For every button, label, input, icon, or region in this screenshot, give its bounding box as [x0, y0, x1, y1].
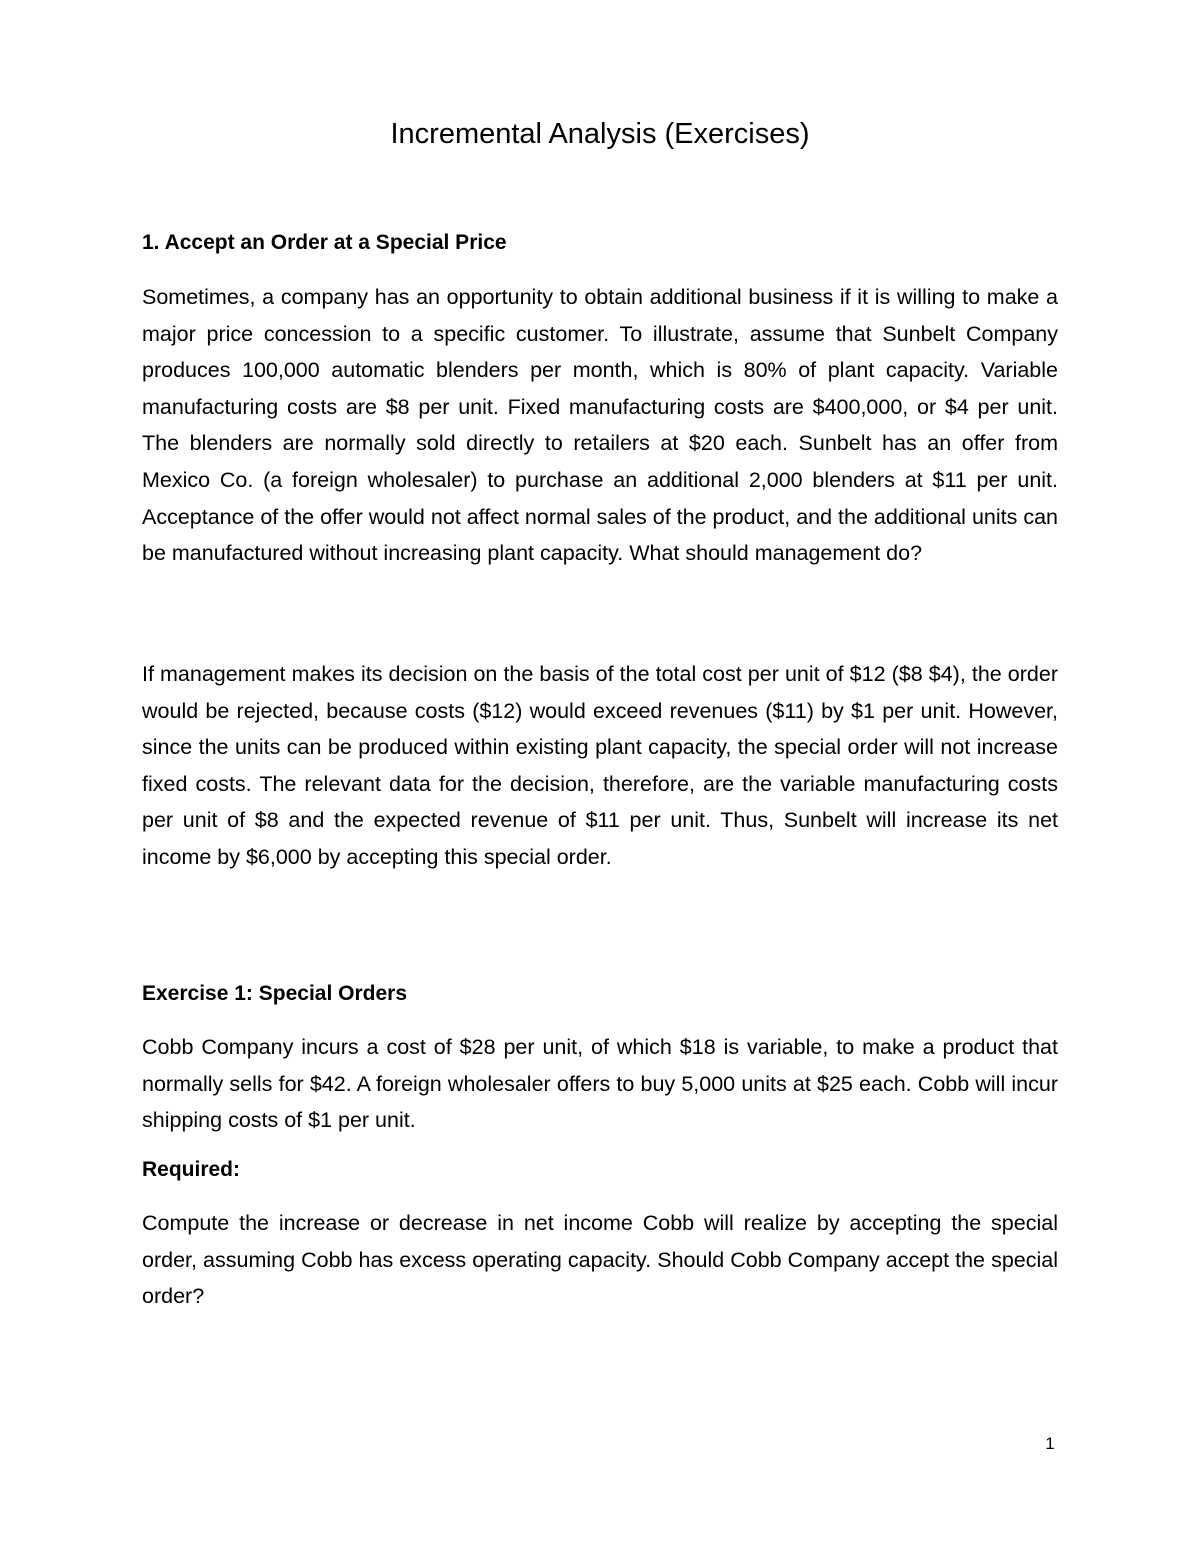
- section-heading-special-price: 1. Accept an Order at a Special Price: [142, 231, 507, 254]
- page-number: 1: [1045, 1434, 1055, 1453]
- required-text: Compute the increase or decrease in net income Cobb will realize by accepting the special order, assuming Cobb has excess operating capacity. Should Cobb Company accept the special order?: [142, 1211, 1058, 1309]
- exercise-paragraph: Cobb Company incurs a cost of $28 per unit, of which $18 is variable, to make a product that normally sells for $42. A foreign wholesaler offers to buy 5,000 units at $25 each. Cobb will incur shipping costs of $1 per unit.: [142, 1035, 1058, 1133]
- exercise-heading: Exercise 1: Special Orders: [142, 982, 407, 1005]
- section-paragraph-analysis: If management makes its decision on the basis of the total cost per unit of $12 ($8 $4), the order would be rejected, because costs ($12) would exceed revenues ($11) by $1 per unit. However, since the units can be produced within existing plant capacity, the special order will not increase fixed costs. The relevant data for the decision, therefore, are the variable manufacturing costs per unit of $8 and the expected revenue of $11 per unit. Thus, Sunbelt will increase its net income by $6,000 by accepting this special order.: [142, 662, 1058, 869]
- section-paragraph-intro: Sometimes, a company has an opportunity to obtain additional business if it is willing to make a major price concession to a specific customer. To illustrate, assume that Sunbelt Company produces 100,000 automatic blenders per month, which is 80% of plant capacity. Variable manufacturing costs are $8 per unit. Fixed manufacturing costs are $400,000, or $4 per unit. The blenders are normally sold directly to retailers at $20 each. Sunbelt has an offer from Mexico Co. (a foreign wholesaler) to purchase an additional 2,000 blenders at $11 per unit. Acceptance of the offer would not affect normal sales of the product, and the additional units can be manufactured without increasing plant capacity. What should management do?: [142, 285, 1058, 566]
- page-title: Incremental Analysis (Exercises): [390, 118, 810, 150]
- required-label: Required:: [142, 1158, 241, 1181]
